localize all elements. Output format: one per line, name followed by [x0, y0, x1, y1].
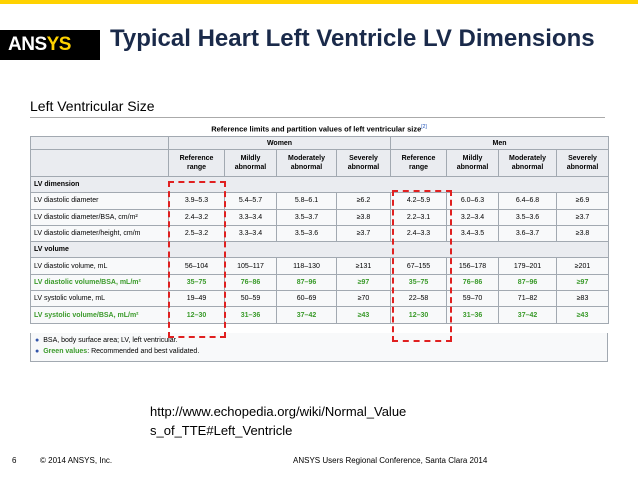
heading-divider	[30, 117, 605, 118]
table-cell: 3.5–3.7	[277, 209, 337, 225]
table-cell: 59–70	[447, 291, 499, 307]
table-cell: ≥43	[337, 307, 391, 323]
section-label: LV volume	[31, 242, 609, 258]
table-caption: Reference limits and partition values of left ventricular size[2]	[211, 124, 427, 134]
header-severely-abnormal: Severely abnormal	[557, 150, 609, 177]
row-label: LV systolic volume/BSA, mL/m²	[31, 307, 169, 323]
conference-name: ANSYS Users Regional Conference, Santa Clara 2014	[293, 456, 488, 465]
table-cell: 5.4–5.7	[225, 193, 277, 209]
header-blank	[31, 150, 169, 177]
header-severely-abnormal: Severely abnormal	[337, 150, 391, 177]
header-reference-range: Reference range	[169, 150, 225, 177]
table-cell: 87–96	[277, 274, 337, 290]
table-cell: 12–30	[391, 307, 447, 323]
table-row	[31, 291, 609, 307]
table-cell: 2.4–3.3	[391, 225, 447, 241]
table-cell: 6.0–6.3	[447, 193, 499, 209]
table-cell: 19–49	[169, 291, 225, 307]
section-row	[31, 177, 609, 193]
logo-text: ANSYS	[8, 34, 71, 55]
table-cell: 2.2–3.1	[391, 209, 447, 225]
table-cell: 31–36	[225, 307, 277, 323]
table-cell: ≥70	[337, 291, 391, 307]
table-cell: ≥131	[337, 258, 391, 274]
table-cell: 3.2–3.4	[447, 209, 499, 225]
table-cell: 3.3–3.4	[225, 209, 277, 225]
url-line: http://www.echopedia.org/wiki/Normal_Value	[150, 404, 407, 419]
header-men: Men	[391, 137, 609, 150]
table-cell: 76–86	[447, 274, 499, 290]
table-row	[31, 209, 609, 225]
table-cell: ≥3.8	[337, 209, 391, 225]
row-label: LV diastolic diameter/BSA, cm/m²	[31, 209, 169, 225]
table-cell: 87–96	[499, 274, 557, 290]
table-row	[31, 258, 609, 274]
table-cell: 2.5–3.2	[169, 225, 225, 241]
table-cell: 2.4–3.2	[169, 209, 225, 225]
note-item: ● Green values: Recommended and best validated.	[35, 348, 200, 355]
table-cell: 50–59	[225, 291, 277, 307]
header-mildly-abnormal: Mildly abnormal	[447, 150, 499, 177]
header-moderately-abnormal: Moderately abnormal	[277, 150, 337, 177]
table-cell: ≥201	[557, 258, 609, 274]
table-cell: 71–82	[499, 291, 557, 307]
table-cell: ≥43	[557, 307, 609, 323]
table-cell: ≥6.2	[337, 193, 391, 209]
table-cell: 67–155	[391, 258, 447, 274]
accent-bar	[0, 0, 638, 4]
url-line: s_of_TTE#Left_Ventricle	[150, 423, 293, 438]
table-cell: ≥3.7	[337, 225, 391, 241]
table-cell: 179–201	[499, 258, 557, 274]
header-blank	[31, 137, 169, 150]
lv-size-table-container	[30, 124, 608, 362]
table-notes	[30, 333, 608, 362]
header-women: Women	[169, 137, 391, 150]
table-cell: ≥83	[557, 291, 609, 307]
table-cell: 35–75	[169, 274, 225, 290]
table-cell: 37–42	[277, 307, 337, 323]
table-cell: 22–58	[391, 291, 447, 307]
table-cell: 37–42	[499, 307, 557, 323]
table-cell: 105–117	[225, 258, 277, 274]
section-label: LV dimension	[31, 177, 609, 193]
table-cell: ≥97	[337, 274, 391, 290]
table-cell: 3.9–5.3	[169, 193, 225, 209]
women-reference-highlight	[168, 181, 226, 338]
table-cell: 60–69	[277, 291, 337, 307]
row-label: LV diastolic volume/BSA, mL/m²	[31, 274, 169, 290]
table-row-recommended	[31, 274, 609, 290]
table-cell: 56–104	[169, 258, 225, 274]
table-row	[31, 193, 609, 209]
row-label: LV diastolic diameter	[31, 193, 169, 209]
section-heading: Left Ventricular Size	[30, 98, 155, 114]
table-cell: 76–86	[225, 274, 277, 290]
section-row	[31, 242, 609, 258]
table-row	[31, 225, 609, 241]
table-row-recommended	[31, 307, 609, 323]
header-reference-range: Reference range	[391, 150, 447, 177]
table-cell: 118–130	[277, 258, 337, 274]
table-cell: 5.8–6.1	[277, 193, 337, 209]
table-cell: ≥97	[557, 274, 609, 290]
lv-size-table	[30, 136, 609, 324]
slide-title: Typical Heart Left Ventricle LV Dimensions	[110, 25, 595, 52]
table-cell: 3.5–3.6	[499, 209, 557, 225]
table-cell: 35–75	[391, 274, 447, 290]
table-cell: 3.5–3.6	[277, 225, 337, 241]
table-cell: 31–36	[447, 307, 499, 323]
slide-header	[0, 0, 638, 92]
bullet-icon: ●	[35, 337, 40, 344]
table-cell: ≥6.9	[557, 193, 609, 209]
men-reference-highlight	[392, 190, 452, 342]
header-mildly-abnormal: Mildly abnormal	[225, 150, 277, 177]
table-cell: 3.3–3.4	[225, 225, 277, 241]
page-number: 6	[12, 456, 17, 465]
table-cell: 4.2–5.9	[391, 193, 447, 209]
table-cell: ≥3.8	[557, 225, 609, 241]
table-cell: 3.4–3.5	[447, 225, 499, 241]
slide-footer	[0, 456, 638, 470]
table-cell: 6.4–6.8	[499, 193, 557, 209]
copyright: © 2014 ANSYS, Inc.	[40, 456, 113, 465]
table-cell: ≥3.7	[557, 209, 609, 225]
note-item: ● BSA, body surface area; LV, left ventricular.	[35, 337, 178, 344]
table-cell: 3.6–3.7	[499, 225, 557, 241]
row-label: LV systolic volume, mL	[31, 291, 169, 307]
bullet-icon: ●	[35, 348, 40, 355]
ansys-logo	[0, 30, 100, 60]
source-url[interactable]	[150, 402, 480, 440]
row-label: LV diastolic volume, mL	[31, 258, 169, 274]
row-label: LV diastolic diameter/height, cm/m	[31, 225, 169, 241]
table-cell: 12–30	[169, 307, 225, 323]
caption-reference-link[interactable]: [2]	[421, 124, 427, 130]
header-moderately-abnormal: Moderately abnormal	[499, 150, 557, 177]
table-cell: 156–178	[447, 258, 499, 274]
